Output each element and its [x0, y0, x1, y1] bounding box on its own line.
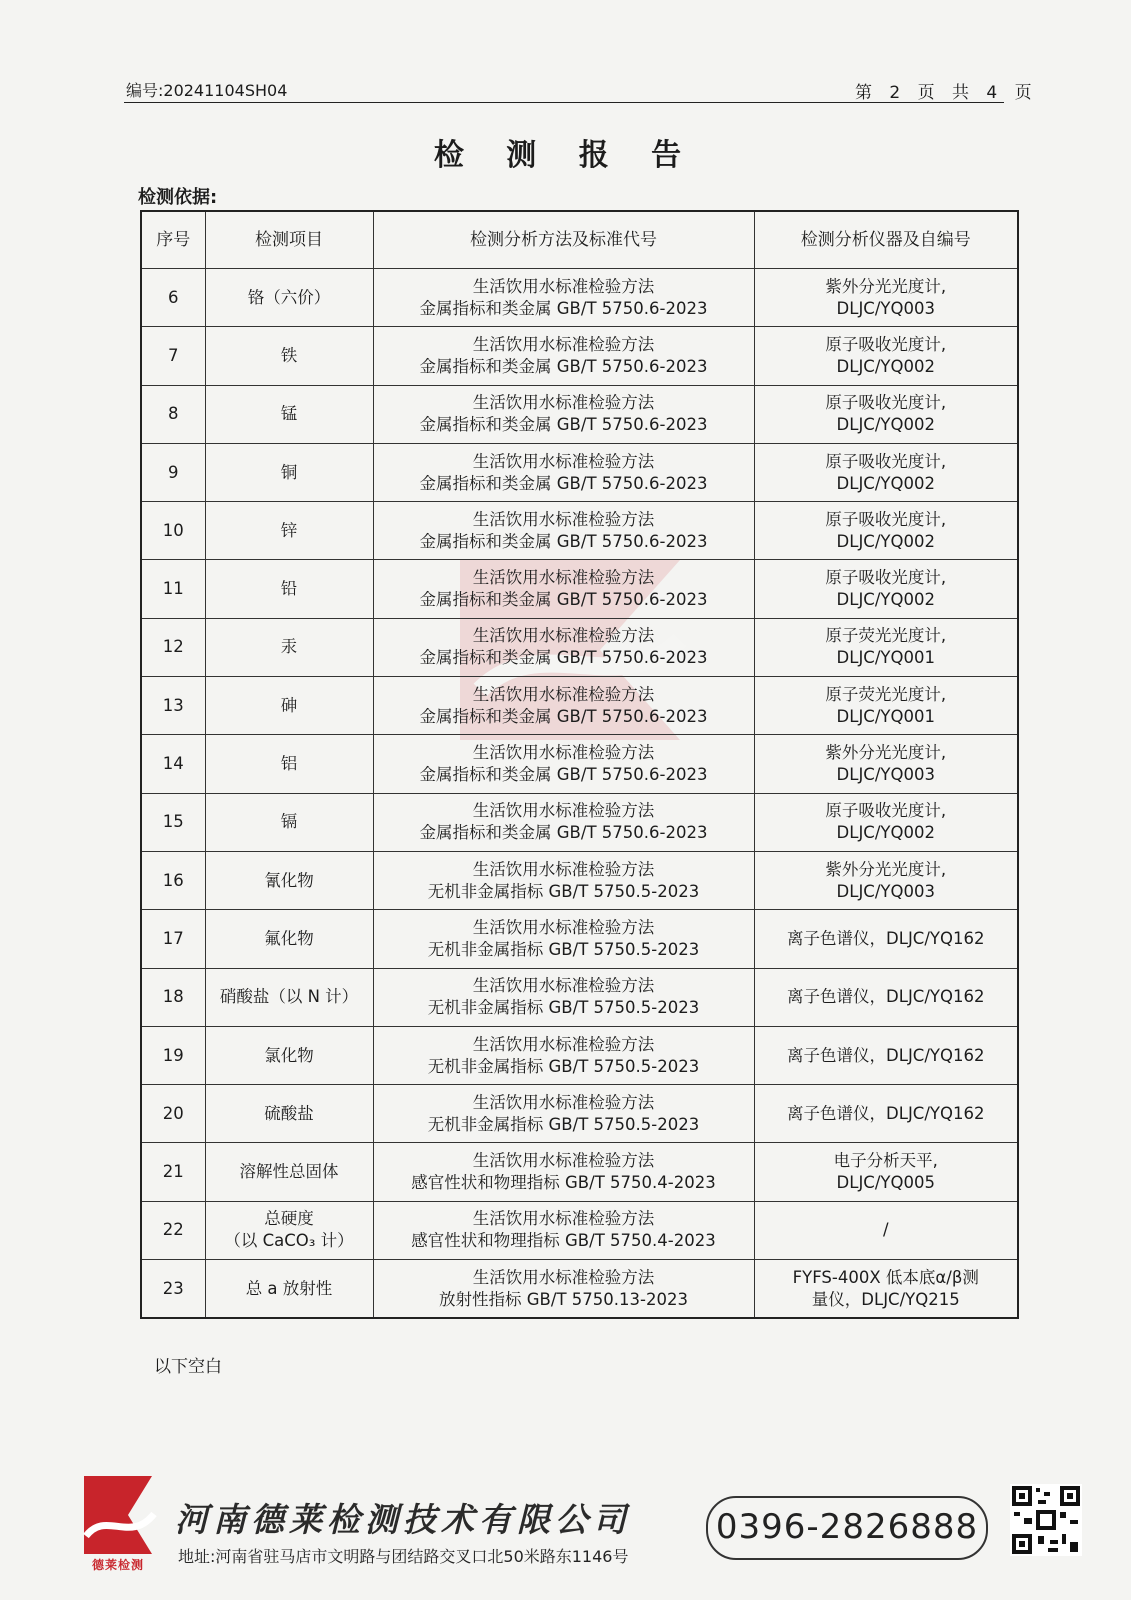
- method-line: 生活饮用水标准检验方法: [472, 626, 655, 646]
- instrument-line: 原子荧光光度计,: [825, 626, 947, 646]
- instrument-line: DLJC/YQ003: [836, 298, 935, 318]
- test-item-name: 铬（六价）: [247, 287, 331, 307]
- method-line: 生活饮用水标准检验方法: [472, 1209, 655, 1229]
- test-item-name: 溶解性总固体: [239, 1162, 339, 1182]
- instrument-line: FYFS-400X 低本底α/β测: [792, 1267, 979, 1287]
- method-line: 感官性状和物理指标 GB/T 5750.4-2023: [411, 1173, 716, 1193]
- method-line: 生活饮用水标准检验方法: [472, 1267, 655, 1287]
- method-line: 生活饮用水标准检验方法: [472, 801, 655, 821]
- test-instrument: [754, 269, 1018, 327]
- instrument-line: DLJC/YQ005: [836, 1173, 935, 1193]
- test-instrument: [754, 385, 1018, 443]
- company-address: 地址:河南省驻马店市文明路与团结路交叉口北50米路东1146号: [178, 1547, 629, 1566]
- table-row: [141, 327, 1018, 385]
- test-method: [373, 1026, 754, 1084]
- test-item-name: 硝酸盐（以 N 计）: [219, 987, 359, 1007]
- test-method: [373, 502, 754, 560]
- test-instrument: [754, 793, 1018, 851]
- test-item: [205, 910, 373, 968]
- table-row: [141, 560, 1018, 618]
- test-item: [205, 1201, 373, 1259]
- test-item-name: 氟化物: [264, 928, 314, 948]
- test-instrument: [754, 327, 1018, 385]
- method-line: 生活饮用水标准检验方法: [472, 976, 655, 996]
- test-instrument: [754, 1026, 1018, 1084]
- table-row: [141, 1026, 1018, 1084]
- method-line: 无机非金属指标 GB/T 5750.5-2023: [427, 1114, 700, 1134]
- test-item: [205, 1260, 373, 1319]
- method-line: 金属指标和类金属 GB/T 5750.6-2023: [419, 298, 708, 318]
- row-number: 22: [141, 1201, 205, 1259]
- table-row: [141, 677, 1018, 735]
- test-instrument: [754, 502, 1018, 560]
- test-method: [373, 851, 754, 909]
- instrument-line: 离子色谱仪，DLJC/YQ162: [787, 1103, 985, 1123]
- row-number: 6: [141, 269, 205, 327]
- test-item: [205, 443, 373, 501]
- test-instrument: [754, 910, 1018, 968]
- test-instrument: [754, 851, 1018, 909]
- row-number: 20: [141, 1085, 205, 1143]
- instrument-line: DLJC/YQ001: [836, 648, 935, 668]
- test-method: [373, 385, 754, 443]
- qr-code-icon: [1010, 1484, 1082, 1556]
- row-number: 8: [141, 385, 205, 443]
- test-item-name: 砷: [280, 695, 298, 715]
- instrument-line: 原子吸收光度计,: [825, 334, 947, 354]
- table-row: [141, 851, 1018, 909]
- test-item-name: 汞: [280, 637, 298, 657]
- test-instrument: [754, 1201, 1018, 1259]
- test-item-note: （以 CaCO₃ 计）: [224, 1231, 354, 1251]
- method-line: 金属指标和类金属 GB/T 5750.6-2023: [419, 765, 708, 785]
- test-item: [205, 1026, 373, 1084]
- method-line: 生活饮用水标准检验方法: [472, 1151, 655, 1171]
- row-number: 10: [141, 502, 205, 560]
- table-row: [141, 910, 1018, 968]
- method-line: 生活饮用水标准检验方法: [472, 509, 655, 529]
- instrument-line: 原子吸收光度计,: [825, 801, 947, 821]
- test-method: [373, 968, 754, 1026]
- instrument-line: 离子色谱仪，DLJC/YQ162: [787, 1045, 985, 1065]
- test-item-name: 氯化物: [264, 1045, 314, 1065]
- method-line: 无机非金属指标 GB/T 5750.5-2023: [427, 881, 700, 901]
- test-item-name: 锰: [280, 404, 298, 424]
- method-line: 生活饮用水标准检验方法: [472, 917, 655, 937]
- method-line: 生活饮用水标准检验方法: [472, 859, 655, 879]
- row-number: 17: [141, 910, 205, 968]
- column-header-instrument: 检测分析仪器及自编号: [754, 211, 1018, 269]
- table-row: [141, 968, 1018, 1026]
- phone-number: 0396-2826888: [715, 1507, 979, 1547]
- test-item: [205, 793, 373, 851]
- test-item: [205, 968, 373, 1026]
- report-number: 编号:20241104SH04: [126, 81, 288, 100]
- test-instrument: [754, 677, 1018, 735]
- test-basis-table: [140, 210, 1019, 1319]
- company-logo-icon: [78, 1470, 158, 1560]
- method-line: 生活饮用水标准检验方法: [472, 451, 655, 471]
- table-row: [141, 793, 1018, 851]
- header-divider: [124, 102, 1004, 103]
- method-line: 生活饮用水标准检验方法: [472, 684, 655, 704]
- test-item-name: 铝: [280, 754, 298, 774]
- method-line: 无机非金属指标 GB/T 5750.5-2023: [427, 939, 700, 959]
- test-method: [373, 735, 754, 793]
- row-number: 13: [141, 677, 205, 735]
- test-method: [373, 269, 754, 327]
- test-item: [205, 1143, 373, 1201]
- test-item: [205, 385, 373, 443]
- test-instrument: [754, 618, 1018, 676]
- test-instrument: [754, 1085, 1018, 1143]
- test-method: [373, 443, 754, 501]
- instrument-line: DLJC/YQ002: [836, 823, 935, 843]
- test-method: [373, 677, 754, 735]
- column-header-item: 检测项目: [205, 211, 373, 269]
- page-title: 检 测 报 告: [433, 138, 698, 173]
- table-row: [141, 1260, 1018, 1319]
- company-name: 河南德莱检测技术有限公司: [175, 1500, 631, 1539]
- instrument-line: 紫外分光光度计,: [825, 743, 947, 763]
- phone-badge: [706, 1496, 988, 1560]
- test-item-name: 锌: [280, 520, 298, 540]
- table-row: [141, 1143, 1018, 1201]
- test-instrument: [754, 443, 1018, 501]
- table-header-row: [141, 211, 1018, 269]
- method-line: 金属指标和类金属 GB/T 5750.6-2023: [419, 415, 708, 435]
- instrument-line: DLJC/YQ002: [836, 473, 935, 493]
- page-info: 第 2 页 共 4 页: [855, 83, 1038, 103]
- test-item: [205, 502, 373, 560]
- test-item: [205, 327, 373, 385]
- instrument-line: DLJC/YQ002: [836, 415, 935, 435]
- method-line: 金属指标和类金属 GB/T 5750.6-2023: [419, 648, 708, 668]
- table-row: [141, 1201, 1018, 1259]
- instrument-line: 量仪，DLJC/YQ215: [811, 1289, 960, 1309]
- method-line: 金属指标和类金属 GB/T 5750.6-2023: [419, 531, 708, 551]
- test-instrument: [754, 735, 1018, 793]
- instrument-line: DLJC/YQ003: [836, 881, 935, 901]
- table-row: [141, 269, 1018, 327]
- test-method: [373, 910, 754, 968]
- test-item: [205, 1085, 373, 1143]
- instrument-line: DLJC/YQ003: [836, 765, 935, 785]
- instrument-line: /: [882, 1220, 889, 1240]
- test-item: [205, 618, 373, 676]
- instrument-line: DLJC/YQ001: [836, 706, 935, 726]
- test-item-name: 铅: [280, 579, 298, 599]
- instrument-line: 电子分析天平,: [833, 1151, 938, 1171]
- method-line: 生活饮用水标准检验方法: [472, 393, 655, 413]
- instrument-line: 离子色谱仪，DLJC/YQ162: [787, 987, 985, 1007]
- test-method: [373, 1201, 754, 1259]
- row-number: 21: [141, 1143, 205, 1201]
- test-item-name: 镉: [280, 812, 298, 832]
- test-item-name: 总硬度: [264, 1209, 314, 1229]
- row-number: 11: [141, 560, 205, 618]
- test-method: [373, 618, 754, 676]
- method-line: 金属指标和类金属 GB/T 5750.6-2023: [419, 590, 708, 610]
- basis-label: 检测依据:: [138, 187, 218, 208]
- method-line: 无机非金属指标 GB/T 5750.5-2023: [427, 1056, 700, 1076]
- instrument-line: DLJC/YQ002: [836, 531, 935, 551]
- table-row: [141, 502, 1018, 560]
- test-item-name: 硫酸盐: [264, 1103, 314, 1123]
- column-header-method: 检测分析方法及标准代号: [373, 211, 754, 269]
- test-item: [205, 677, 373, 735]
- test-method: [373, 327, 754, 385]
- test-item-name: 总 a 放射性: [245, 1278, 333, 1298]
- method-line: 生活饮用水标准检验方法: [472, 1092, 655, 1112]
- test-method: [373, 1143, 754, 1201]
- column-header-no: 序号: [141, 211, 205, 269]
- table-row: [141, 735, 1018, 793]
- row-number: 23: [141, 1260, 205, 1319]
- logo-caption: 德莱检测: [91, 1558, 144, 1572]
- table-row: [141, 618, 1018, 676]
- test-instrument: [754, 560, 1018, 618]
- row-number: 12: [141, 618, 205, 676]
- blank-note: 以下空白: [154, 1357, 222, 1377]
- test-method: [373, 793, 754, 851]
- row-number: 16: [141, 851, 205, 909]
- test-instrument: [754, 968, 1018, 1026]
- test-item-name: 氰化物: [264, 870, 314, 890]
- table-row: [141, 385, 1018, 443]
- test-item-name: 铜: [280, 462, 298, 482]
- row-number: 15: [141, 793, 205, 851]
- row-number: 14: [141, 735, 205, 793]
- test-item-name: 铁: [280, 345, 298, 365]
- method-line: 无机非金属指标 GB/T 5750.5-2023: [427, 998, 700, 1018]
- test-item: [205, 560, 373, 618]
- row-number: 19: [141, 1026, 205, 1084]
- method-line: 金属指标和类金属 GB/T 5750.6-2023: [419, 473, 708, 493]
- test-item: [205, 851, 373, 909]
- method-line: 生活饮用水标准检验方法: [472, 743, 655, 763]
- instrument-line: 原子吸收光度计,: [825, 393, 947, 413]
- instrument-line: DLJC/YQ002: [836, 356, 935, 376]
- method-line: 生活饮用水标准检验方法: [472, 568, 655, 588]
- row-number: 18: [141, 968, 205, 1026]
- test-method: [373, 1260, 754, 1319]
- row-number: 9: [141, 443, 205, 501]
- table-row: [141, 1085, 1018, 1143]
- instrument-line: 原子吸收光度计,: [825, 451, 947, 471]
- method-line: 金属指标和类金属 GB/T 5750.6-2023: [419, 706, 708, 726]
- method-line: 金属指标和类金属 GB/T 5750.6-2023: [419, 823, 708, 843]
- test-item: [205, 735, 373, 793]
- instrument-line: 原子吸收光度计,: [825, 568, 947, 588]
- instrument-line: 紫外分光光度计,: [825, 859, 947, 879]
- test-method: [373, 560, 754, 618]
- test-item: [205, 269, 373, 327]
- test-instrument: [754, 1260, 1018, 1319]
- test-instrument: [754, 1143, 1018, 1201]
- instrument-line: 原子吸收光度计,: [825, 509, 947, 529]
- table-row: [141, 443, 1018, 501]
- method-line: 感官性状和物理指标 GB/T 5750.4-2023: [411, 1231, 716, 1251]
- instrument-line: 紫外分光光度计,: [825, 276, 947, 296]
- row-number: 7: [141, 327, 205, 385]
- method-line: 金属指标和类金属 GB/T 5750.6-2023: [419, 356, 708, 376]
- method-line: 生活饮用水标准检验方法: [472, 276, 655, 296]
- test-method: [373, 1085, 754, 1143]
- instrument-line: DLJC/YQ002: [836, 590, 935, 610]
- instrument-line: 原子荧光光度计,: [825, 684, 947, 704]
- instrument-line: 离子色谱仪，DLJC/YQ162: [787, 928, 985, 948]
- method-line: 生活饮用水标准检验方法: [472, 1034, 655, 1054]
- method-line: 放射性指标 GB/T 5750.13-2023: [439, 1289, 688, 1309]
- method-line: 生活饮用水标准检验方法: [472, 334, 655, 354]
